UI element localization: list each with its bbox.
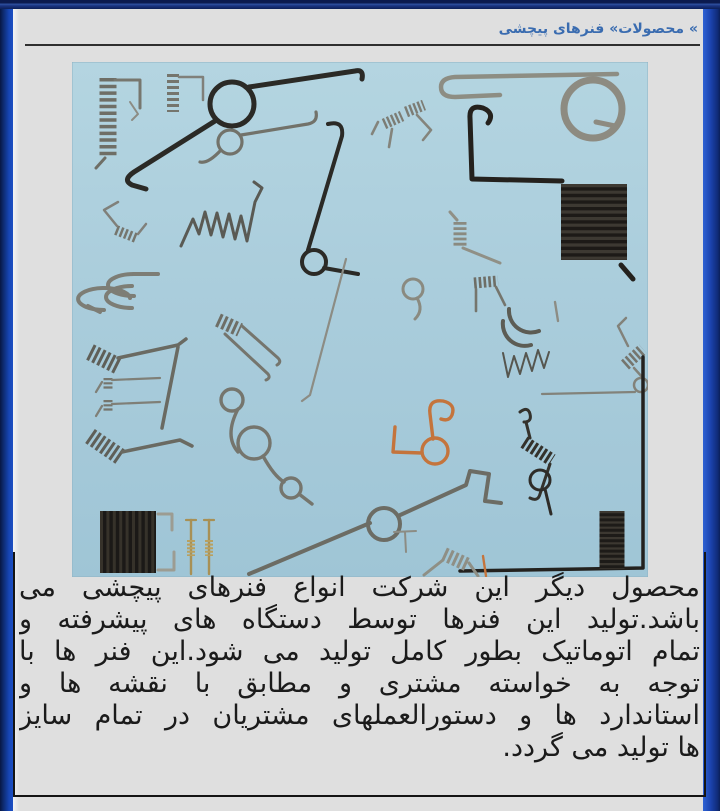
paragraph-line: محصول دیگر این شرکت انواع فنرهای پیچشی می: [19, 572, 700, 603]
paragraph-line: ها تولید می گردد.: [502, 732, 700, 763]
product-description-box: [13, 552, 706, 797]
product-description: [19, 572, 700, 764]
breadcrumb[interactable]: » محصولات» فنرهای پیچشی: [498, 21, 698, 37]
paragraph-line: باشد.تولید این فنرها توسط دستگاه های پیشرفته و: [19, 604, 700, 635]
paragraph-line: توجه به خواسته مشتری و مطابق با نقشه ها و: [19, 668, 700, 699]
paragraph-line: تمام اتوماتیک بطور کامل تولید می شود.این فنر ها با: [19, 636, 700, 667]
top-border-bar: [0, 0, 720, 9]
paragraph-line: استاندارد ها و دستورالعملهای مشتریان در تمام سایز: [19, 700, 700, 731]
left-border-strip: [0, 9, 13, 811]
header-divider: [25, 44, 700, 46]
springs-photo: [72, 62, 648, 577]
